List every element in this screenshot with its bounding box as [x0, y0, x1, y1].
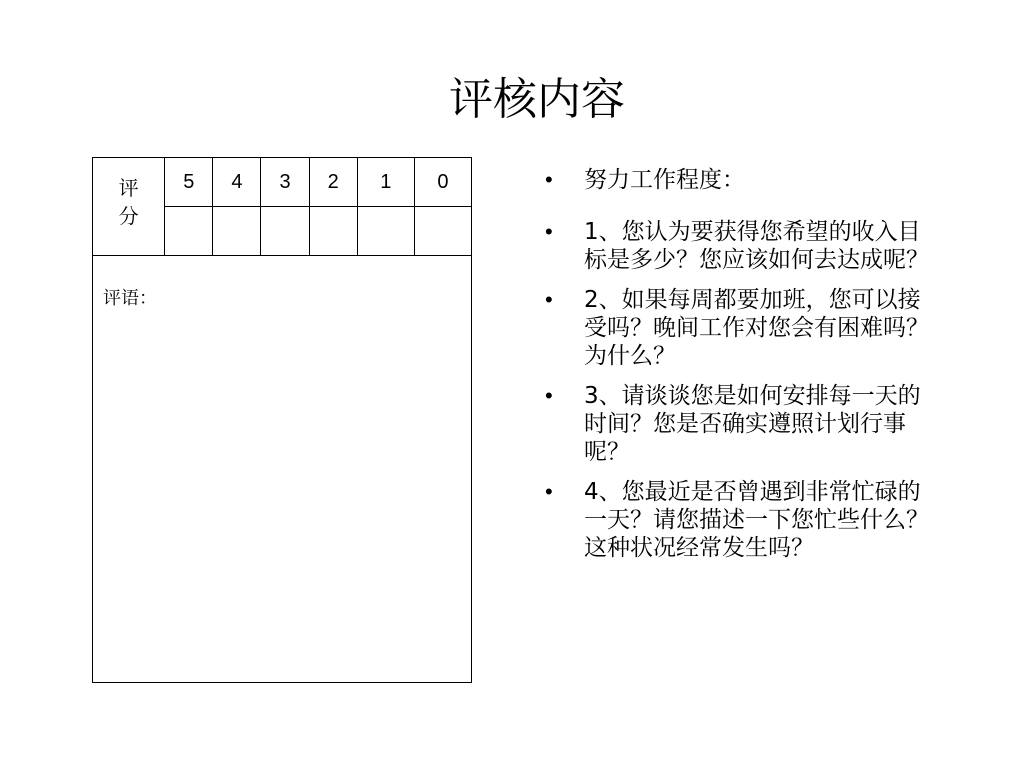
bullet-icon: • [545, 287, 553, 312]
bullet-icon: • [545, 383, 553, 408]
score-label-cell [93, 158, 165, 256]
list-item [545, 478, 940, 562]
score-label-line: 评 [118, 176, 139, 200]
score-box-1[interactable] [357, 207, 414, 256]
score-value-4: 4 [213, 158, 261, 207]
score-table [92, 157, 472, 683]
score-box-0[interactable] [414, 207, 471, 256]
score-value-3: 3 [261, 158, 309, 207]
score-header-row [93, 158, 472, 207]
score-value-1: 1 [357, 158, 414, 207]
list-item-text: 3、请谈谈您是如何安排每一天的时间？您是否确实遵照计划行事呢？ [584, 383, 921, 465]
bullet-icon: • [545, 167, 553, 192]
score-box-3[interactable] [261, 207, 309, 256]
score-label-line: 分 [118, 204, 139, 228]
list-item [545, 382, 940, 466]
score-box-2[interactable] [309, 207, 357, 256]
score-box-5[interactable] [165, 207, 213, 256]
bullet-icon: • [545, 219, 553, 244]
list-item [545, 166, 940, 194]
comment-label: 评语： [103, 288, 157, 309]
score-value-5: 5 [165, 158, 213, 207]
list-item-text: 2、如果每周都要加班，您可以接受吗？晚间工作对您会有困难吗？为什么？ [584, 287, 929, 369]
bullet-icon: • [545, 479, 553, 504]
score-box-4[interactable] [213, 207, 261, 256]
list-item-text: 1、您认为要获得您希望的收入目标是多少？您应该如何去达成呢？ [584, 219, 929, 273]
comment-area[interactable] [93, 256, 472, 683]
list-item [545, 218, 940, 274]
list-item [545, 286, 940, 370]
score-value-2: 2 [309, 158, 357, 207]
score-value-0: 0 [414, 158, 471, 207]
question-list [545, 166, 940, 574]
list-item-text: 努力工作程度： [584, 167, 745, 193]
comment-row [93, 256, 472, 683]
list-item-text: 4、您最近是否曾遇到非常忙碌的一天？请您描述一下您忙些什么？这种状况经常发生吗？ [584, 479, 929, 561]
page-title: 评核内容 [449, 74, 625, 125]
